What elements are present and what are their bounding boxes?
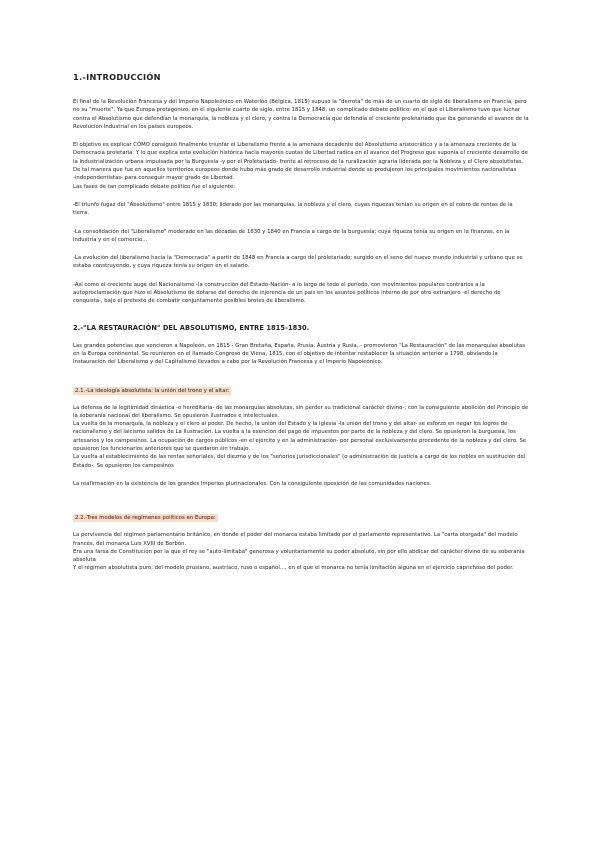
intro-paragraph-1: El final de la Revolución Francesa y del Imperio Napoleónico en Waterlóo (Bélgica, 1815) supuso la "derrota" de más de un cuarto de siglo de liberalismo en Francia, pero no su "muerte". Ya que Europa protagonizó, en el siguiente cuarto de siglo, entre 1815 y 1848, un complicado debate político: en el que el Liberalismo tuvo que luchar contra el Absolutismo que defendían la monarquía, la nobleza y el clero, y contra la Democracia que defendía el creciente proletariado que iba generando el avance de la Revolución Industrial en los países europeos. — [73, 99, 529, 130]
section-heading-introduccion: 1.-INTRODUCCIÓN — [73, 72, 161, 82]
subsection-heading-ideologia: 2.1.-La ideología absolutista: la unión del trono y el altar: — [75, 387, 230, 394]
phase-paragraph-absolutismo: -El triunfo fugaz del "Absolutismo" entre 1815 y 1830; liderado por las monarquías, la nobleza y el clero, cuyas riquezas tenían su origen en el cobro de rentas de la tierra. — [73, 201, 513, 217]
ideologia-paragraph-3: La vuelta al establecimiento de las rentas señoriales, del diezmo y de los "señoríos jurisdiccionales" (o administración de justicia a cargo de los nobles en sustitución del Estado-. Se opusieron los campesinos — [73, 454, 526, 469]
modelos-paragraph-3: Y el régimen absolutista puro, del modelo prusiano, austríaco, ruso o español..., en el que el monarca no tenía limitación alguna en el ejercicio caprichoso del poder. — [73, 565, 514, 572]
intro-paragraph-2: El objetivo es explicar CÓMO consiguió finalmente triunfar el Liberalismo frente a la amenaza decadente del Absolutismo aristocrático y a la amenaza creciente de la Democracia proletaria. Y lo que explica esta evolución histórica hacia mayores cuotas de Libertad radica en el avance del Progreso que suponía el creciente desarrollo de la Industrialización urbana impulsada por la Burguesía -y por el Proletariado- frente al retroceso de la ruralización agraria liderada por la Nobleza y el Clero absolutistas. De tal manera que fue en aquellos territorios europeos donde hubo más grado de desarrollo industrial donde se produjeron los principales movimientos nacionalistas — [73, 142, 528, 174]
phase-paragraph-democracia: -La evolución del liberalismo hacia la "Democracia" a partir de 1848 en Francia a cargo del proletariado; surgido en el seno del nuevo mundo industrial y urbano que se estaba construyendo, y cuya riqueza tenía su origen en el salario. — [73, 255, 523, 270]
modelos-paragraph-1: La pervivencia del régimen parlamentario británico, en donde el poder del monarca estaba limitado por el parlamento representativo. La "carta otorgada" del modelo francés, del monarca Luis XVIII de Borbón. — [73, 532, 518, 547]
subsection-heading-modelos: 2.2.-Tres modelos de regímenes políticos en Europa: — [75, 515, 216, 522]
phase-paragraph-liberalismo: -La consolidación del "Liberalismo" moderado en las décadas de 1830 y 1840 en Francia a cargo de la burguesía; cuya riqueza tenía su origen en la finanzas, en la industria y en el comercio... — [73, 228, 510, 243]
restauracion-paragraph: Las grandes potencias que vencieron a Napoleón, en 1815 - Gran Bretaña, España, Prusia, Austria y Rusia,.- promovieron "La Restauración" de las monarquías absolutas en la Europa continental. Se reunieron en el llamado Congreso de Viena, 1815, con el objetivo de intentar restablecer la situación anterior a 1798, obviando la instauración del Liberalismo y del Capitalismo llevados a cabo por la Revolución Francesa y el Imperio Napoleónico. — [73, 342, 526, 366]
ideologia-paragraph-1: La defensa de la legitimidad dinástica -o hereditaria- de las monarquías absolutas, sin perder su tradicional carácter divino-; con la consiguiente abolición del Principio de la soberanía nacional del liberalismo. Se opusieron ilustrados e intelectuales. — [73, 404, 529, 419]
intro-paragraph-4: Las fases de tan complicado debate político fue el siguiente: — [73, 183, 236, 190]
section-heading-restauracion: 2.-"LA RESTAURACIÓN" DEL ABSOLUTISMO, ENTRE 1815-1830. — [73, 323, 310, 332]
modelos-paragraph-2: Era una farsa de Constitución por la que el rey se "auto-limitaba" generosa y voluntariamente su poder absoluto, sin por ello abdicar del carácter divino de su soberanía absoluta — [73, 548, 525, 564]
phase-paragraph-nacionalismo: -Así como el creciente auge del Nacionalismo -la construcción del Estado-Nación- a lo largo de todo el período, con movimientos populares contrarios a la autoproclamación que hizo el Absolutismo de dotarse del derecho de injerencia de un país en los asuntos políticos interno de por otro extranjero -el derecho de conquista-, bajo el pretexto de combatir conjuntamente posibles brotes de liberalismo. — [73, 281, 501, 305]
ideologia-paragraph-4: La reafirmación en la existencia de los grandes Imperios plurinacionales. Con la consiguiente oposición de las comunidades naciones. — [73, 480, 432, 487]
document-content — [73, 72, 529, 583]
intro-paragraph-3: -independentistas- para conseguir mayor grado de Libertad. — [73, 175, 235, 182]
ideologia-paragraph-2: La vuelta de la monarquía, la nobleza y el clero al poder. De hecho, la unión del Estado y la Iglesia -la unión del trono y del altar- se esforzó en negar los logros de racionalismo y del laicismo salidos de La Ilustración. La vuelta a la exención del pago de impuestos por parte de la nobleza y del clero. Se opusieron la burguesía, los artesanos y los campesinos. La ocupación de cargos públicos -en el ejército y en la administración- por personal exclusivamente procedente de la nobleza y del clero. Se opusieron los funcionarios anteriores que se quedaron sin trabajo. — [73, 421, 527, 453]
